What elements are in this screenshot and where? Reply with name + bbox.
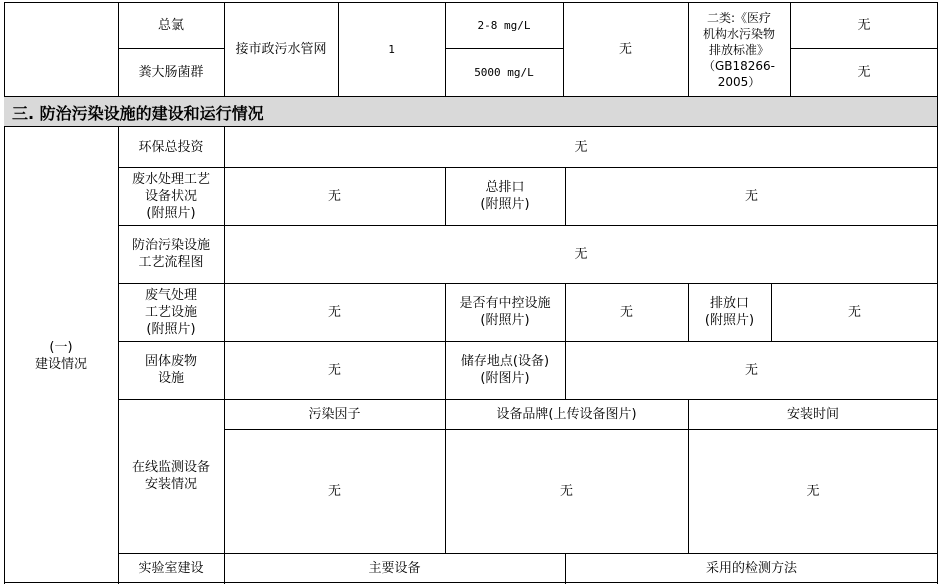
grid-line bbox=[224, 429, 938, 430]
grid-line bbox=[563, 2, 564, 97]
grid-line bbox=[565, 283, 566, 399]
grid-line bbox=[118, 283, 938, 284]
main-outlet-label: 总排口 (附照片) bbox=[480, 180, 530, 212]
grid-line bbox=[565, 553, 566, 584]
env-investment-label: 环保总投资 bbox=[138, 139, 204, 155]
grid-line bbox=[565, 167, 566, 225]
grid-line bbox=[118, 2, 119, 97]
process-flow-value: 无 bbox=[574, 246, 588, 262]
grid-line bbox=[118, 126, 119, 584]
grid-line bbox=[445, 283, 446, 399]
env-investment-value: 无 bbox=[574, 139, 588, 155]
wastewater-process-label: 废水处理工艺 设备状况 (附照片) bbox=[131, 171, 210, 221]
online-monitor-value-install-time: 无 bbox=[806, 483, 820, 499]
grid-line bbox=[224, 126, 225, 584]
pollutant-total-chlorine: 总氯 bbox=[157, 18, 184, 33]
grid-line bbox=[445, 2, 446, 97]
grid-line bbox=[4, 96, 938, 97]
section3-title: 三. 防治污染设施的建设和运行情况 bbox=[4, 97, 938, 127]
result-coliform: 无 bbox=[857, 64, 871, 80]
grid-line bbox=[688, 399, 689, 553]
lab-header-equipment: 主要设备 bbox=[368, 561, 421, 576]
central-control-value: 无 bbox=[619, 304, 633, 320]
lab-construction-label: 实验室建设 bbox=[138, 561, 204, 576]
online-monitor-label: 在线监测设备 安装情况 bbox=[131, 460, 210, 492]
grid-line bbox=[4, 126, 5, 584]
grid-line bbox=[4, 2, 5, 97]
central-control-label: 是否有中控设施 (附照片) bbox=[459, 296, 551, 328]
grid-line bbox=[790, 2, 791, 97]
grid-line bbox=[688, 2, 689, 97]
online-monitor-header-install-time: 安装时间 bbox=[786, 406, 839, 422]
solid-waste-label: 固体废物 设施 bbox=[144, 354, 197, 386]
lab-header-method: 采用的检测方法 bbox=[705, 561, 797, 576]
grid-line bbox=[338, 2, 339, 97]
grid-line bbox=[118, 167, 938, 168]
grid-line bbox=[790, 48, 938, 49]
gas-outlet-value: 无 bbox=[847, 304, 861, 320]
grid-line bbox=[118, 553, 938, 554]
grid-line bbox=[688, 283, 689, 341]
standard-value-coliform: 5000 mg/L bbox=[474, 65, 534, 79]
grid-line bbox=[445, 167, 446, 225]
gas-process-value: 无 bbox=[327, 304, 341, 320]
outlet-count: 1 bbox=[388, 43, 395, 56]
grid-line bbox=[445, 399, 446, 553]
standard-value-chlorine: 2-8 mg/L bbox=[477, 19, 531, 32]
exceed-status: 无 bbox=[618, 42, 632, 57]
storage-location-value: 无 bbox=[744, 362, 758, 378]
result-chlorine: 无 bbox=[857, 18, 871, 33]
construction-group-label: (一) 建设情况 bbox=[34, 339, 87, 372]
pollutant-fecal-coliform: 粪大肠菌群 bbox=[138, 64, 204, 80]
discharge-destination: 接市政污水管网 bbox=[235, 42, 327, 57]
online-monitor-value-pollutant: 无 bbox=[327, 483, 341, 499]
grid-line bbox=[937, 2, 938, 584]
grid-line bbox=[4, 582, 938, 583]
grid-line bbox=[4, 2, 938, 3]
grid-line bbox=[118, 399, 938, 400]
grid-line bbox=[118, 225, 938, 226]
gas-process-label: 废气处理 工艺设施 (附照片) bbox=[144, 287, 197, 337]
storage-location-label: 储存地点(设备) (附图片) bbox=[460, 354, 550, 386]
grid-line bbox=[118, 48, 224, 49]
online-monitor-value-brand: 无 bbox=[559, 483, 573, 499]
process-flow-label: 防治污染设施 工艺流程图 bbox=[131, 238, 210, 270]
main-outlet-value: 无 bbox=[744, 188, 758, 204]
wastewater-process-value: 无 bbox=[327, 188, 341, 204]
online-monitor-header-brand: 设备品牌(上传设备图片) bbox=[496, 406, 637, 422]
discharge-standard: 二类:《医疗 机构水污染物 排放标准》 （GB18266- 2005） bbox=[702, 10, 776, 89]
grid-line bbox=[224, 2, 225, 97]
online-monitor-header-pollutant: 污染因子 bbox=[308, 406, 361, 422]
grid-line bbox=[4, 126, 938, 127]
grid-line bbox=[445, 48, 563, 49]
solid-waste-value: 无 bbox=[327, 362, 341, 378]
grid-line bbox=[118, 341, 938, 342]
gas-outlet-label: 排放口 (附照片) bbox=[704, 296, 755, 328]
grid-line bbox=[771, 283, 772, 341]
